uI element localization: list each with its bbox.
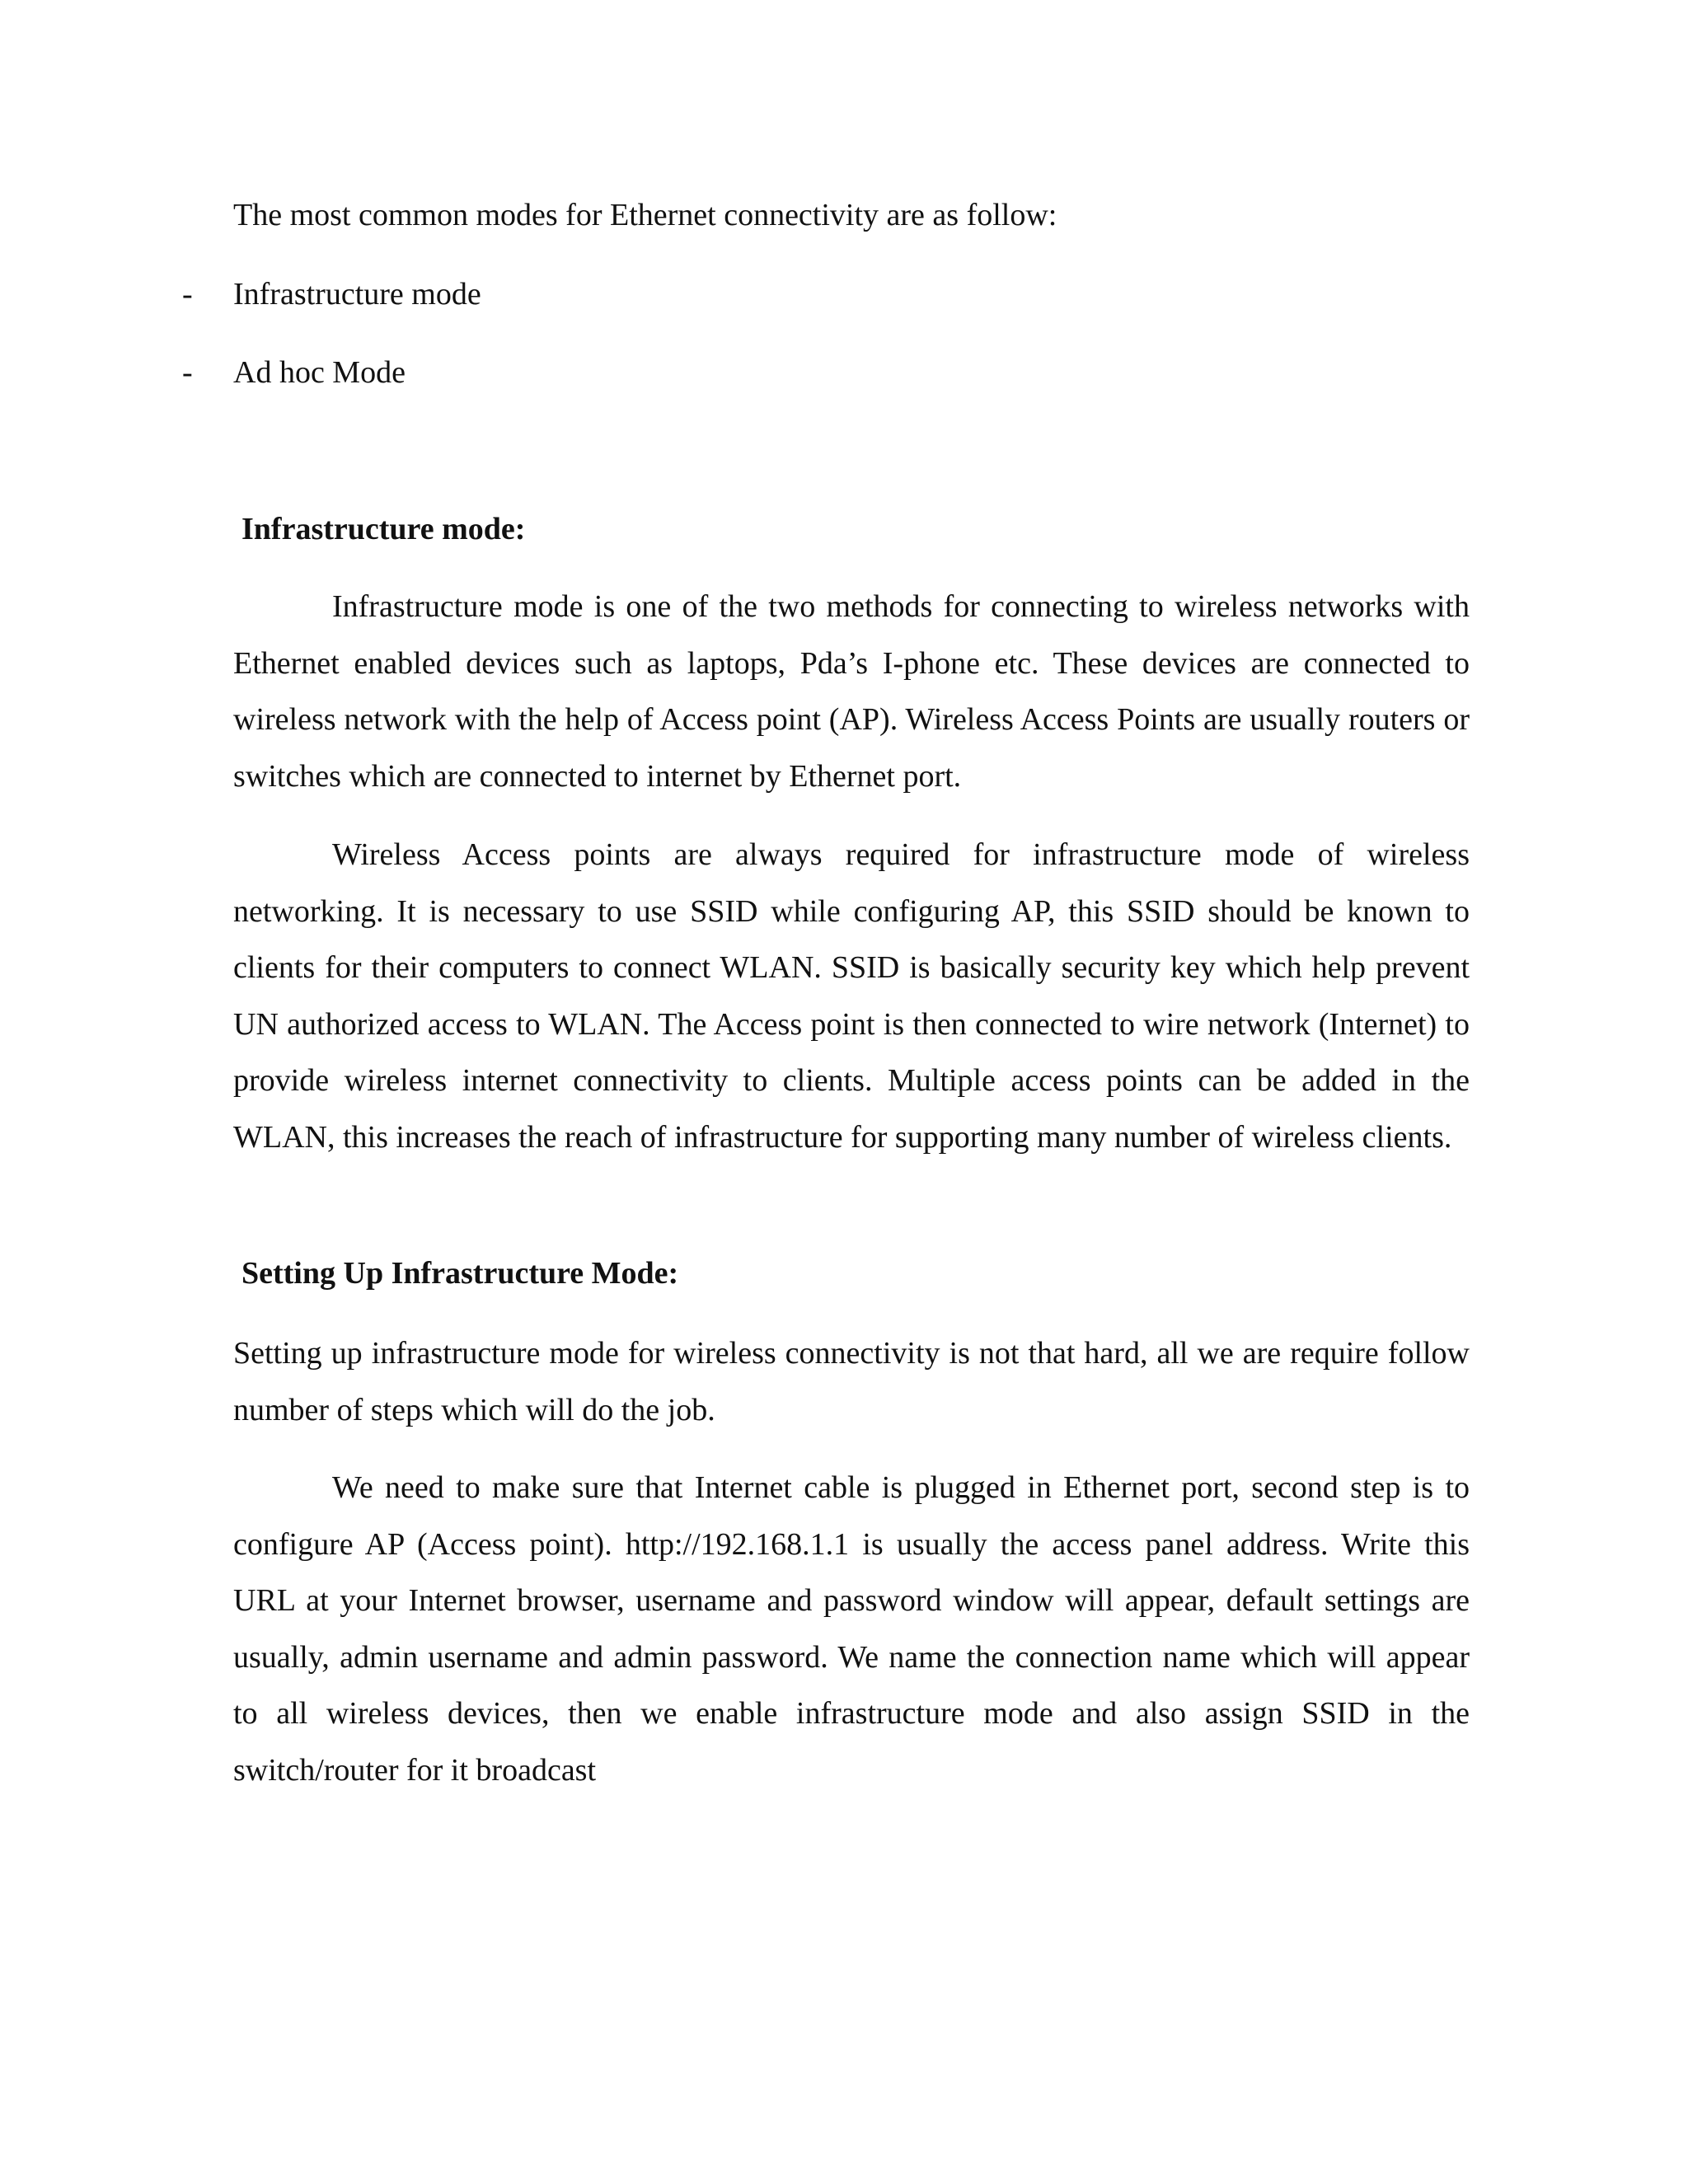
paragraph-setup-intro: Setting up infrastructure mode for wireless connectivity is not that hard, all we are require follow number of steps which will do the job. <box>233 1336 1470 1427</box>
intro-text: The most common modes for Ethernet connectivity are as follow: <box>233 198 1057 232</box>
bullet-item-infrastructure <box>182 274 481 314</box>
bullet-marker: - <box>182 355 193 390</box>
section-heading-infrastructure: Infrastructure mode: <box>241 512 526 546</box>
paragraph-setup-steps: We need to make sure that Internet cable is plugged in Ethernet port, second step is to configure AP (Access point). http://192.168.1.1 is usually the access panel address. Write this URL at your Internet browser, username and password window will appear, default settings are usually, admin username and admin password. We name the connection name which will appear to all wireless devices, then we enable infrastructure mode and also assign SSID in the switch/router for it broadcast <box>233 1470 1470 1788</box>
bullet-text: Ad hoc Mode <box>233 355 406 390</box>
section-heading-setup: Setting Up Infrastructure Mode: <box>241 1256 679 1291</box>
bullet-marker: - <box>182 277 193 312</box>
bullet-text: Infrastructure mode <box>233 277 481 312</box>
paragraph-access-points: Wireless Access points are always required for infrastructure mode of wireless networking. It is necessary to use SSID while configuring AP, this SSID should be known to clients for their computers to connect WLAN. SSID is basically security key which help prevent UN authorized access to WLAN. The Access point is then connected to wire network (Internet) to provide wireless internet connectivity to clients. Multiple access points can be added in the WLAN, this increases the reach of infrastructure for supporting many number of wireless clients. <box>233 837 1470 1155</box>
paragraph-infrastructure-intro: Infrastructure mode is one of the two methods for connecting to wireless networks with Ethernet enabled devices such as laptops, Pda’s I-phone etc. These devices are connected to wireless network with the help of Access point (AP). Wireless Access Points are usually routers or switches which are connected to internet by Ethernet port. <box>233 589 1470 794</box>
bullet-item-adhoc <box>182 353 406 392</box>
